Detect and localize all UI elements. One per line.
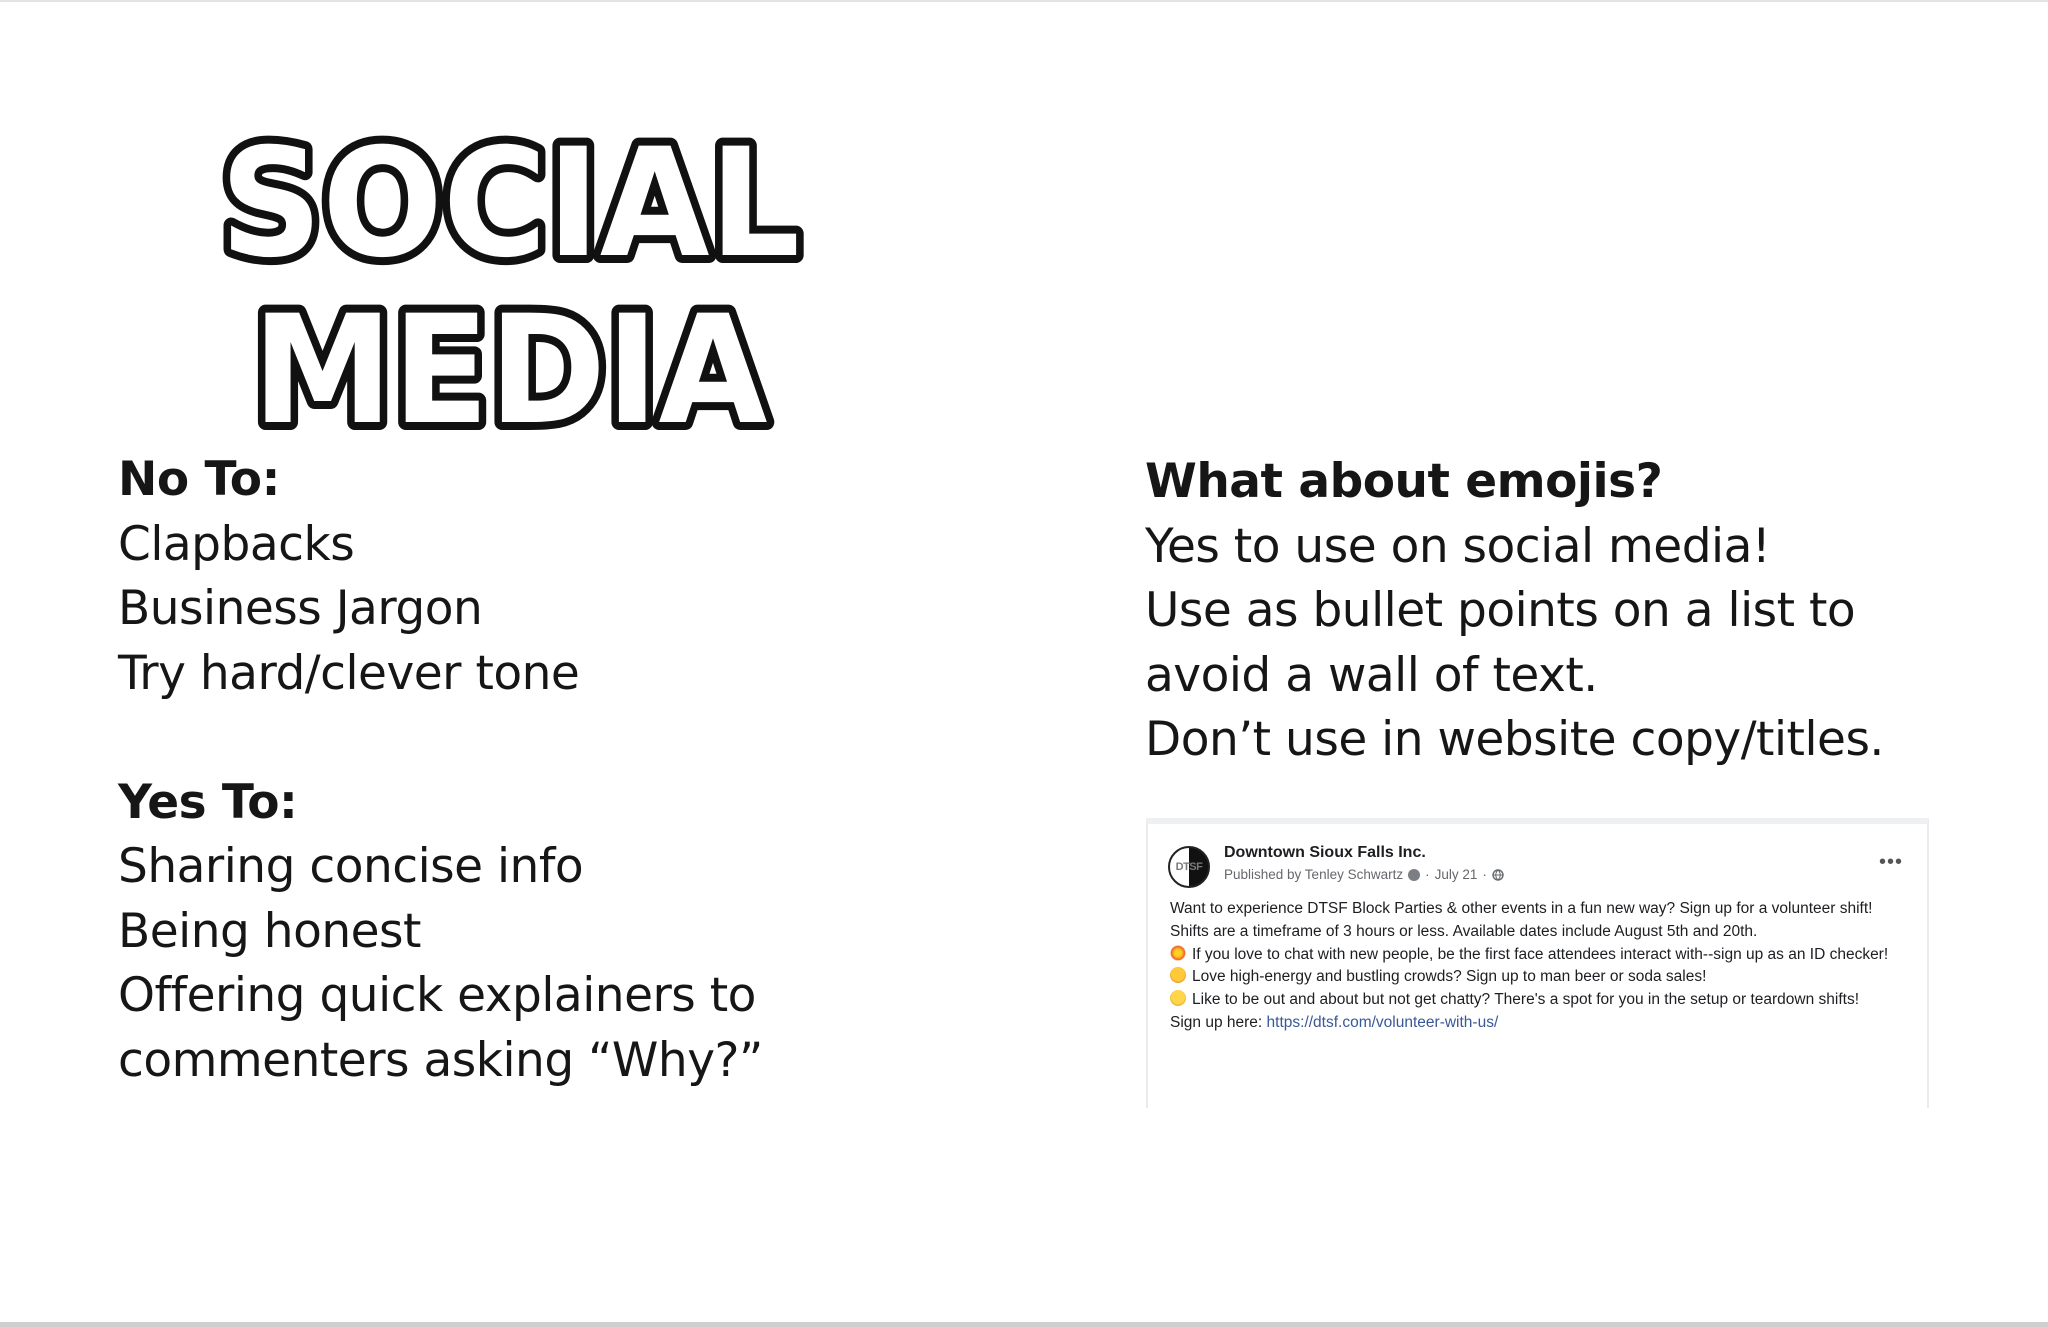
yes-to-item: Being honest	[118, 903, 421, 959]
yes-to-item: Sharing concise info	[118, 839, 584, 894]
post-body	[1170, 898, 1911, 1035]
page-name-link[interactable]: Downtown Sioux Falls Inc.	[1224, 844, 1426, 861]
signup-label: Sign up here:	[1170, 1013, 1263, 1031]
post-bullet	[1170, 966, 1911, 989]
spacer	[118, 706, 763, 771]
yes-to-item: Offering quick explainers to	[118, 968, 756, 1023]
no-to-heading: No To:	[118, 452, 280, 507]
post-meta	[1224, 867, 1504, 882]
post-bullet-text: Love high-energy and bustling crowds? Sign up to man beer or soda sales!	[1192, 968, 1707, 986]
info-icon[interactable]	[1408, 869, 1420, 881]
title-line-1: SOCIAL	[220, 117, 800, 291]
smile-emoji-icon	[1170, 990, 1186, 1006]
emoji-heading: What about emojis?	[1145, 454, 1663, 509]
top-divider	[0, 0, 2048, 2]
meta-separator: ·	[1425, 867, 1430, 882]
globe-icon	[1492, 869, 1504, 881]
avatar-logo-text: DTSF	[1175, 861, 1203, 873]
guidelines-left	[118, 448, 763, 1093]
post-date[interactable]: July 21	[1434, 867, 1478, 882]
more-options-icon[interactable]: •••	[1878, 851, 1903, 873]
meta-separator: ·	[1482, 867, 1487, 882]
yes-to-heading: Yes To:	[118, 774, 298, 830]
post-bullet	[1170, 989, 1911, 1012]
post-bullet-text: If you love to chat with new people, be the first face attendees interact with--sign up as an ID checker!	[1192, 945, 1889, 963]
emoji-guidance	[1145, 450, 1884, 773]
post-intro: Want to experience DTSF Block Parties & other events in a fun new way? Sign up for a volunteer shift! Shifts are a timeframe of 3 hours or less. Available dates include August 5th and 20th.	[1170, 900, 1873, 940]
title-svg	[200, 110, 840, 450]
party-face-emoji-icon	[1170, 967, 1186, 983]
emoji-guidance-line: Yes to use on social media!	[1145, 518, 1771, 574]
signup-link[interactable]: https://dtsf.com/volunteer-with-us/	[1266, 1013, 1499, 1031]
facebook-post-example	[1146, 818, 1929, 1108]
post-header	[1168, 842, 1907, 892]
emoji-guidance-line: avoid a wall of text.	[1145, 647, 1598, 703]
title-lettering	[200, 110, 840, 450]
post-signup	[1170, 1012, 1911, 1035]
no-to-item: Business Jargon	[118, 581, 483, 636]
post-bullet	[1170, 944, 1911, 967]
no-to-item: Try hard/clever tone	[118, 645, 580, 701]
collision-emoji-icon	[1170, 945, 1186, 961]
published-by: Published by Tenley Schwartz	[1224, 867, 1404, 882]
emoji-guidance-line: Use as bullet points on a list to	[1145, 583, 1856, 638]
emoji-guidance-line: Don’t use in website copy/titles.	[1145, 712, 1884, 767]
no-to-item: Clapbacks	[118, 516, 355, 572]
avatar[interactable]	[1168, 846, 1210, 888]
title-line-2: MEDIA	[252, 284, 768, 450]
yes-to-item: commenters asking “Why?”	[118, 1032, 763, 1088]
post-bullet-text: Like to be out and about but not get chatty? There's a spot for you in the setup or teardown shifts!	[1192, 991, 1860, 1009]
bottom-divider	[0, 1322, 2048, 1327]
